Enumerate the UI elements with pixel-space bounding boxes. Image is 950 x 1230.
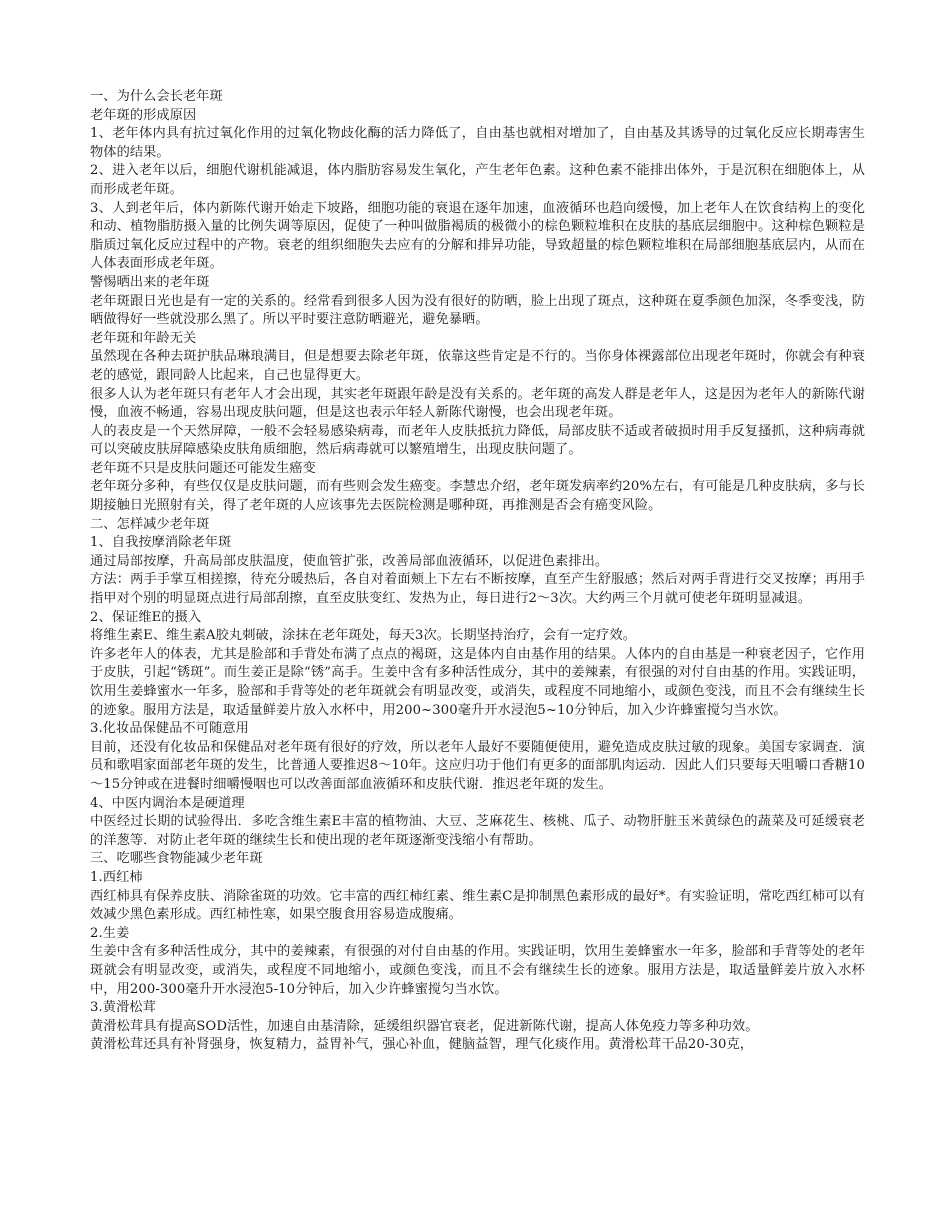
paragraph-mushroom-1: 黄滑松茸具有提高SOD活性，加速自由基清除，延缓组织器官衰老，促进新陈代谢，提高人体免疫力等多种功效。 <box>90 1018 759 1034</box>
paragraph-cause-2: 2、进入老年以后，细胞代谢机能减退，体内脂肪容易发生氧化，产生老年色素。这种色素不能排出体外，于是沉积在细胞体上，从而形成老年斑。 <box>90 163 865 197</box>
subheading-sun: 警惕晒出来的老年斑 <box>90 274 210 290</box>
subheading-cosmetics: 3.化妆品保健品不可随意用 <box>90 721 249 737</box>
section-heading-foods: 三、吃哪些食物能减少老年斑 <box>90 851 263 867</box>
subheading-vitamin-e: 2、保证维E的摄入 <box>90 609 202 625</box>
subheading-formation: 老年斑的形成原因 <box>90 107 197 123</box>
subheading-tomato: 1.西红柿 <box>90 869 143 885</box>
paragraph-ginger: 生姜中含有多种活性成分，其中的姜辣素，有很强的对付自由基的作用。实践证明，饮用生姜蜂蜜水一年多，脸部和手背等处的老年斑就会有明显改变，或消失，或程度不同地缩小，或颜色变浅，而且不会有继续生长的迹象。服用方法是，取适量鲜姜片放入水杯中，用200-300毫升开水浸泡5-10分钟后，加入少许蜂蜜搅匀当水饮。 <box>90 944 865 997</box>
paragraph-age-1: 虽然现在各种去斑护肤品琳琅满目，但是想要去除老年斑，依靠这些肯定是不行的。当你身体裸露部位出现老年斑时，你就会有种衰老的感觉，跟同龄人比起来，自己也显得更大。 <box>90 349 865 383</box>
paragraph-cosmetics: 目前，还没有化妆品和保健品对老年斑有很好的疗效，所以老年人最好不要随便使用，避免造成皮肤过敏的现象。美国专家调查．演员和歌唱家面部老年斑的发生，比普通人要推迟8～10年。这应归功于他们有更多的面部肌肉运动．因此人们只要每天咀嚼口香糖10～15分钟或在进餐时细嚼慢咽也可以改善面部血液循环和皮肤代谢．推迟老年斑的发生。 <box>90 739 865 792</box>
paragraph-age-2: 很多人认为老年斑只有老年人才会出现，其实老年斑跟年龄是没有关系的。老年斑的高发人群是老年人，这是因为老年人的新陈代谢慢，血液不畅通，容易出现皮肤问题，但是这也表示年轻人新陈代谢慢，也会出现老年斑。 <box>90 386 865 421</box>
section-heading-why: 一、为什么会长老年斑 <box>90 89 223 104</box>
paragraph-mushroom-2: 黄滑松茸还具有补肾强身，恢复精力，益胃补气，强心补血，健脑益智，理气化痰作用。黄滑松茸干品20-30克， <box>90 1037 754 1053</box>
subheading-tcm: 4、中医内调治本是硬道理 <box>90 795 245 811</box>
subheading-cancer: 老年斑不只是皮肤问题还可能发生癌变 <box>90 460 316 476</box>
paragraph-cause-1: 1、老年体内具有抗过氧化作用的过氧化物歧化酶的活力降低了，自由基也就相对增加了，自由基及其诱导的过氧化反应长期毒害生物体的结果。 <box>90 126 865 160</box>
paragraph-vitamin-e-2: 许多老年人的体表，尤其是脸部和手背处布满了点点的褐斑，这是体内自由基作用的结果。人体内的自由基是一种衰老因子，它作用于皮肤，引起“锈斑”。而生姜正是除“锈”高手。生姜中含有多种活性成分，其中的姜辣素，有很强的对付自由基的作用。实践证明，饮用生姜蜂蜜水一年多，脸部和手背等处的老年斑就会有明显改变，或消失，或程度不同地缩小，或颜色变浅，而且不会有继续生长的迹象。服用方法是，取适量鲜姜片放入水杯中，用200~300毫升开水浸泡5~10分钟后，加入少许蜂蜜搅匀当水饮。 <box>90 646 865 718</box>
paragraph-cancer: 老年斑分多种，有些仅仅是皮肤问题，而有些则会发生癌变。李慧忠介绍，老年斑发病率约20%左右，有可能是几种皮肤病，多与长期接触日光照射有关，得了老年斑的人应该事先去医院检测是哪种斑，再推测是否会有癌变风险。 <box>90 479 865 514</box>
paragraph-age-3: 人的表皮是一个天然屏障，一般不会轻易感染病毒，而老年人皮肤抵抗力降低，局部皮肤不适或者破损时用手反复搔抓，这种病毒就可以突破皮肤屏障感染皮肤角质细胞，然后病毒就可以繁殖增生，出现皮肤问题了。 <box>90 423 865 458</box>
document-page <box>90 88 865 1055</box>
subheading-age: 老年斑和年龄无关 <box>90 330 197 346</box>
subheading-massage: 1、自我按摩消除老年斑 <box>90 535 232 551</box>
paragraph-massage-2: 方法：两手手掌互相搓擦，待充分暖热后，各自对着面颊上下左右不断按摩，直至产生舒服感；然后对两手背进行交叉按摩；再用手指甲对个别的明显斑点进行局部刮擦，直至皮肤变红、发热为止，每日进行2～3次。大约两三个月就可使老年斑明显减退。 <box>90 572 865 607</box>
subheading-ginger: 2.生姜 <box>90 925 130 941</box>
paragraph-vitamin-e-1: 将维生素E、维生素A胶丸刺破，涂抹在老年斑处，每天3次。长期坚持治疗，会有一定疗效。 <box>90 628 637 644</box>
paragraph-cause-3: 3、人到老年后，体内新陈代谢开始走下坡路，细胞功能的衰退在逐年加速，血液循环也趋向缓慢，加上老年人在饮食结构上的变化和动、植物脂肪摄入量的比例失调等原因，促使了一种叫做脂褐质的极微小的棕色颗粒堆积在皮肤的基底层细胞中。这种棕色颗粒是脂质过氧化反应过程中的产物。衰老的组织细胞失去应有的分解和排异功能，导致超量的棕色颗粒堆积在局部细胞基底层内，从而在人体表面形成老年斑。 <box>90 200 865 272</box>
paragraph-massage-1: 通过局部按摩，升高局部皮肤温度，使血管扩张，改善局部血液循环，以促进色素排出。 <box>90 553 609 569</box>
subheading-mushroom: 3.黄滑松茸 <box>90 1000 156 1016</box>
paragraph-tcm: 中医经过长期的试验得出．多吃含维生素E丰富的植物油、大豆、芝麻花生、核桃、瓜子、动物肝脏玉米黄绿色的蔬菜及可延缓衰老的洋葱等．对防止老年斑的继续生长和使出现的老年斑逐渐变浅缩小有帮助。 <box>90 814 865 848</box>
paragraph-sun: 老年斑跟日光也是有一定的关系的。经常看到很多人因为没有很好的防晒，脸上出现了斑点，这种斑在夏季颜色加深，冬季变浅，防晒做得好一些就没那么黑了。所以平时要注意防晒避光，避免暴晒。 <box>90 293 865 328</box>
section-heading-reduce: 二、怎样减少老年斑 <box>90 516 210 532</box>
paragraph-tomato: 西红柿具有保养皮肤、消除雀斑的功效。它丰富的西红柿红素、维生素C是抑制黑色素形成的最好*。有实验证明，常吃西红柿可以有效减少黑色素形成。西红柿性寒，如果空腹食用容易造成腹痛。 <box>90 888 865 923</box>
